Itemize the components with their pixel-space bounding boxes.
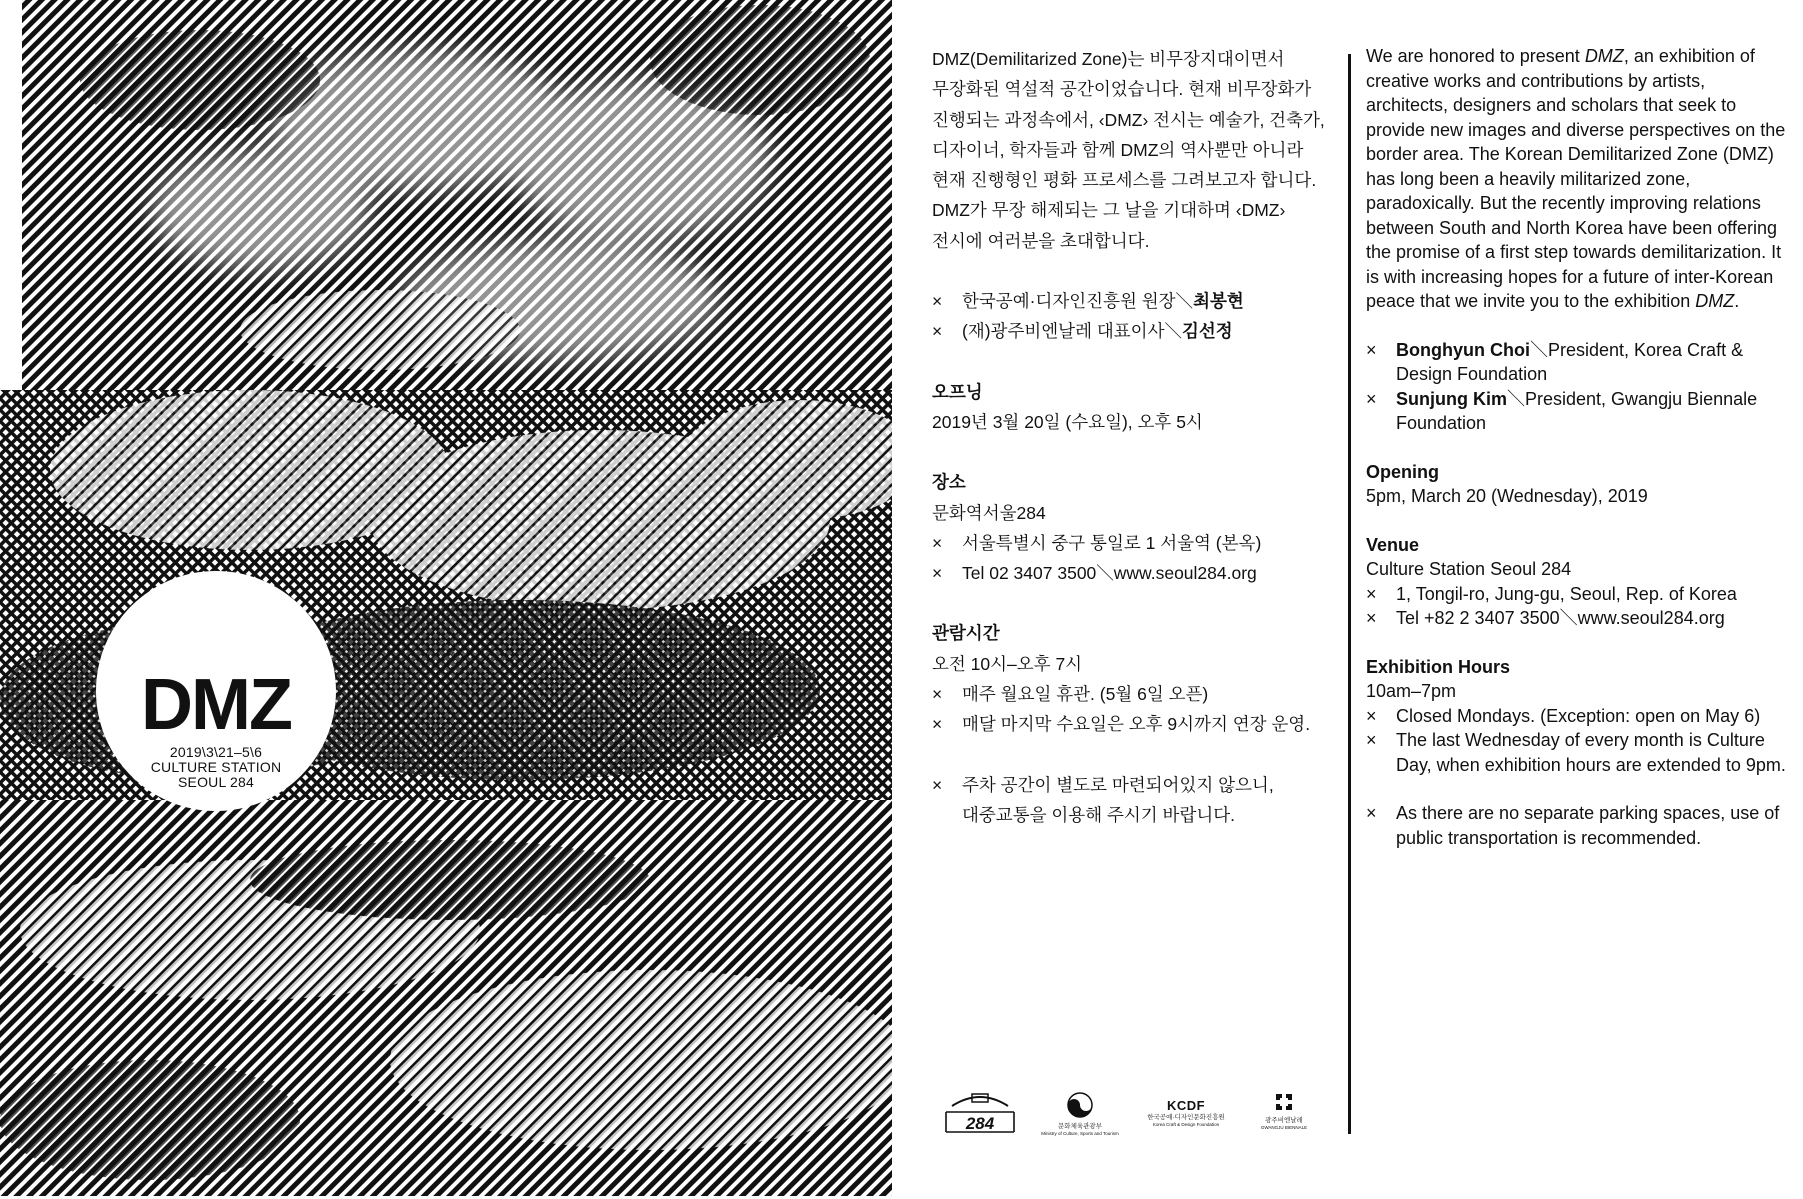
korean-hours-time: 오전 10시–오후 7시 bbox=[932, 653, 1083, 674]
korean-venue-name: 문화역서울284 bbox=[932, 502, 1046, 523]
korean-venue-contact: × Tel 02 3407 3500＼www.seoul284.org bbox=[932, 558, 1332, 588]
bullet-x-icon: × bbox=[932, 684, 943, 705]
korean-opening-text: 2019년 3월 20일 (수요일), 오후 5시 bbox=[932, 411, 1203, 432]
host-name: Bonghyun Choi bbox=[1396, 339, 1530, 360]
korean-column bbox=[932, 44, 1332, 830]
korean-venue-heading: 장소 bbox=[932, 472, 966, 493]
bullet-x-icon: × bbox=[1366, 730, 1377, 750]
korean-hours-note: × 매주 월요일 휴관. (5월 6일 오픈) bbox=[932, 679, 1332, 709]
badge-dates: 2019\3\21–5\6 bbox=[169, 744, 263, 760]
gwangju-caption: 광주비엔날레 bbox=[1265, 1117, 1303, 1124]
gwangju-caption-en: GWANGJU BIENNALE bbox=[1260, 1125, 1308, 1130]
gwangju-biennale-logo bbox=[1252, 1092, 1316, 1131]
ministry-caption: 문화체육관광부 bbox=[1058, 1123, 1102, 1130]
korean-venue-address: × 서울특별시 중구 통일로 1 서울역 (본옥) bbox=[932, 528, 1332, 558]
english-intro: We are honored to present DMZ, an exhibition of creative works and contributions by artists, architects, designers and scholars that seek to provide new images and diverse perspectives on the border area. The Korean Demilitarized Zone (DMZ) has long been a heavily militarized zone, paradoxically. But the recently improving relations between South and North Korea have been offering the promise of a first step towards demilitarization. It is with increasing hopes for a future of inter-Korean peace that we invite you to the exhibition DMZ. bbox=[1366, 46, 1786, 311]
host-role: ＼President, Korea Craft & Design Foundation bbox=[1396, 339, 1744, 384]
bullet-x-icon: × bbox=[1366, 705, 1377, 726]
badge-venue-line2: SEOUL 284 bbox=[178, 774, 254, 790]
host-name: 김선정 bbox=[1181, 321, 1233, 342]
english-hours-note: × The last Wednesday of every month is Culture Day, when exhibition hours are extended to 9pm. bbox=[1366, 730, 1786, 775]
korean-intro-line: 무장화된 역설적 공간이었습니다. 현재 비무장화가 bbox=[932, 79, 1312, 100]
korean-hours-heading: 관람시간 bbox=[932, 623, 1000, 644]
bullet-x-icon: × bbox=[932, 563, 943, 584]
badge-title: DMZ bbox=[141, 665, 291, 745]
english-parking-note: × As there are no separate parking spaces, use of public transportation is recommended. bbox=[1366, 803, 1780, 848]
korean-opening-heading: 오프닝 bbox=[932, 381, 983, 402]
english-host-item bbox=[1366, 387, 1786, 436]
host-role: (재)광주비엔날레 대표이사＼ bbox=[962, 321, 1182, 342]
korean-hours-note: × 매달 마지막 수요일은 오후 9시까지 연장 운영. bbox=[932, 709, 1332, 739]
kcdf-mark: KCDF bbox=[1166, 1098, 1206, 1113]
english-opening-text: 5pm, March 20 (Wednesday), 2019 bbox=[1366, 486, 1648, 506]
ministry-caption-en: Ministry of Culture, Sports and Tourism bbox=[1041, 1131, 1119, 1136]
korean-intro-line: 전시에 여러분을 초대합니다. bbox=[932, 230, 1150, 251]
korean-intro-line: 현재 진행형인 평화 프로세스를 그려보고자 합니다. bbox=[932, 170, 1317, 191]
english-opening-heading: Opening bbox=[1366, 461, 1439, 482]
culture-station-284-logo bbox=[940, 1092, 1020, 1141]
ministry-emblem-icon bbox=[1067, 1092, 1093, 1118]
gwangju-biennale-icon bbox=[1274, 1092, 1294, 1112]
bullet-x-icon: × bbox=[932, 774, 943, 795]
poster-image bbox=[0, 0, 892, 1199]
kcdf-caption: 한국공예·디자인문화진흥원 bbox=[1147, 1114, 1225, 1121]
ministry-logo bbox=[1040, 1092, 1120, 1137]
bullet-x-icon: × bbox=[1366, 803, 1377, 823]
korean-host-item bbox=[932, 316, 1332, 346]
bullet-x-icon: × bbox=[1366, 339, 1377, 360]
english-hours-note: × Closed Mondays. (Exception: open on May 6) bbox=[1366, 704, 1786, 729]
bullet-x-icon: × bbox=[1366, 583, 1377, 604]
korean-parking-note: × 주차 공간이 별도로 마련되어있지 않으니, 대중교통을 이용해 주시기 바랍니다. bbox=[932, 770, 1332, 831]
english-venue-contact: × Tel +82 2 3407 3500＼www.seoul284.org bbox=[1366, 606, 1786, 631]
logo-284-mark: 284 bbox=[965, 1114, 995, 1133]
bullet-x-icon: × bbox=[932, 291, 943, 312]
bullet-x-icon: × bbox=[1366, 608, 1377, 628]
kcdf-caption-en: Korea Craft & Design Foundation bbox=[1152, 1122, 1220, 1127]
korean-intro-line: DMZ(Demilitarized Zone)는 비무장지대이면서 bbox=[932, 49, 1285, 69]
korean-host-item bbox=[932, 286, 1332, 316]
host-name: 최봉현 bbox=[1193, 291, 1244, 312]
kcdf-logo bbox=[1134, 1092, 1238, 1128]
bullet-x-icon: × bbox=[932, 714, 943, 735]
korean-intro bbox=[932, 44, 1332, 256]
korean-intro-line: DMZ가 무장 해제되는 그 날을 기대하며 ‹DMZ› bbox=[932, 200, 1286, 221]
bullet-x-icon: × bbox=[1366, 388, 1377, 409]
korean-intro-line: 디자이너, 학자들과 함께 DMZ의 역사뿐만 아니라 bbox=[932, 139, 1304, 160]
english-venue-address: × 1, Tongil-ro, Jung-gu, Seoul, Rep. of Korea bbox=[1366, 582, 1786, 607]
halftone-photo bbox=[0, 0, 892, 1199]
exhibition-badge bbox=[96, 571, 336, 811]
english-host-item bbox=[1366, 338, 1786, 387]
english-venue-heading: Venue bbox=[1366, 534, 1420, 555]
host-role: ＼President, Gwangju Biennale Foundation bbox=[1396, 388, 1758, 433]
column-divider bbox=[1348, 54, 1351, 1134]
culture-station-284-icon bbox=[942, 1092, 1018, 1136]
english-column bbox=[1366, 44, 1786, 850]
english-venue-name: Culture Station Seoul 284 bbox=[1366, 559, 1572, 579]
bullet-x-icon: × bbox=[932, 532, 943, 553]
english-hours-time: 10am–7pm bbox=[1366, 681, 1457, 701]
korean-intro-line: 진행되는 과정속에서, ‹DMZ› 전시는 예술가, 건축가, bbox=[932, 109, 1325, 130]
bullet-x-icon: × bbox=[932, 321, 943, 342]
host-role: 한국공예·디자인진흥원 원장＼ bbox=[962, 291, 1194, 312]
english-hours-heading: Exhibition Hours bbox=[1366, 656, 1510, 677]
host-name: Sunjung Kim bbox=[1396, 388, 1507, 409]
badge-venue-line1: CULTURE STATION bbox=[150, 759, 282, 775]
sponsor-logos bbox=[940, 1092, 1320, 1140]
